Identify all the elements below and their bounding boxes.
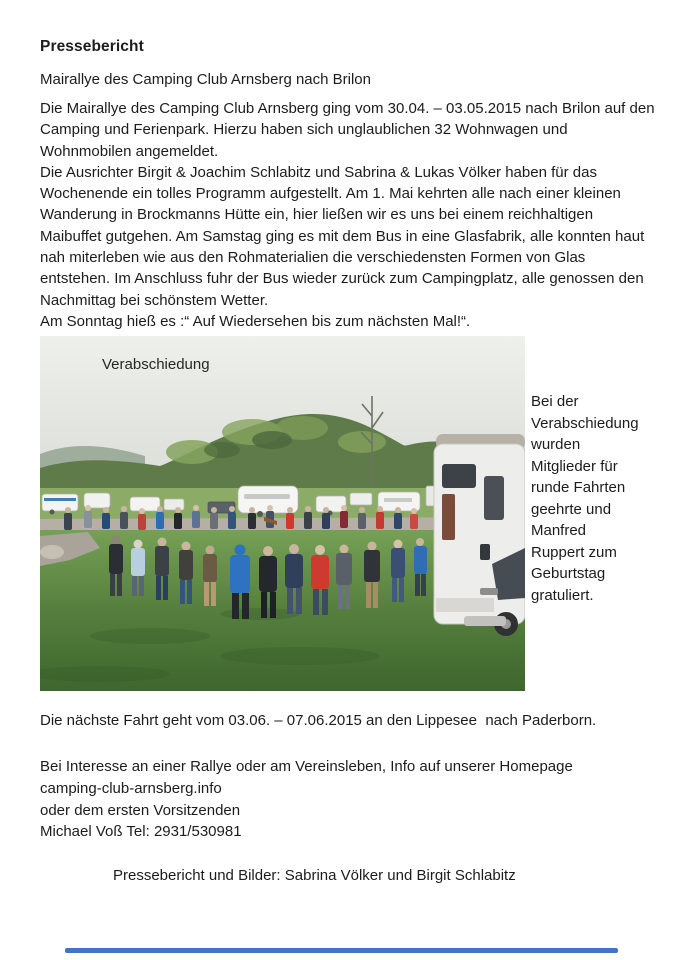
side-note-line: Bei der — [531, 393, 579, 410]
contact-line: Bei Interesse an einer Rallye oder am Vereinsleben, Info auf unserer Homepage — [40, 758, 573, 775]
credit-line: Pressebericht und Bilder: Sabrina Völker und Birgit Schlabitz — [113, 867, 516, 884]
contact-info — [40, 756, 660, 843]
body-line: Wochenende ein tolles Programm aufgestellt. Am 1. Mai kehrten alle nach einer kleinen — [40, 185, 621, 203]
body-line: entstehen. Im Anschluss fuhr der Bus wieder zurück zum Campingplatz, alle genossen den — [40, 270, 644, 288]
body-line: Die Ausrichter Birgit & Joachim Schlabitz und Sabrina & Lukas Völker haben für das — [40, 163, 597, 181]
side-note-line: gratuliert. — [531, 586, 594, 604]
body-line: Die Mairallye des Camping Club Arnsberg ging vom 30.04. – 03.05.2015 nach Brilon auf den — [40, 100, 655, 117]
side-note-line: Manfred — [531, 522, 587, 539]
contact-line: oder dem ersten Vorsitzenden — [40, 801, 241, 819]
photo-caption: Verabschiedung — [102, 356, 210, 373]
side-note-line: wurden — [531, 436, 581, 453]
body-line: Wanderung in Brockmanns Hütte ein, hier ließen wir es uns bei einem reichhaltigen — [40, 206, 594, 224]
photo-motorhome — [434, 434, 525, 636]
side-note-line: Geburtstag — [531, 565, 606, 582]
article-body — [40, 98, 655, 332]
body-line: Wohnmobilen angemeldet. — [40, 142, 219, 160]
horizontal-scrollbar[interactable] — [65, 948, 618, 953]
side-note-line: runde Fahrten — [531, 479, 626, 496]
photo-side-note — [531, 391, 666, 606]
side-note-line: geehrte und — [531, 500, 612, 518]
body-line: nah miterleben wie aus den Rohmaterialien die verschiedensten Formen von Glas — [40, 249, 586, 267]
homepage-url: camping-club-arnsberg.info — [40, 779, 222, 797]
photo-stone — [40, 545, 64, 559]
doc-subtitle: Mairallye des Camping Club Arnsberg nach Brilon — [40, 71, 371, 88]
page-title: Pressebericht — [40, 38, 144, 55]
body-line: Camping und Ferienpark. Hierzu haben sich unglaublichen 32 Wohnwagen und — [40, 121, 568, 139]
side-note-line: Mitglieder für — [531, 457, 618, 475]
contact-phone: Michael Voß Tel: 2931/530981 — [40, 823, 242, 841]
body-line: Nachmittag bei schönstem Wetter. — [40, 291, 269, 309]
photo-image — [40, 336, 525, 691]
side-note-line: Ruppert zum — [531, 543, 617, 561]
farewell-photo — [40, 336, 525, 691]
body-line: Am Sonntag hieß es :“ Auf Wiedersehen bis zum nächsten Mal!“. — [40, 312, 471, 330]
side-note-line: Verabschiedung — [531, 414, 639, 432]
body-line: Maibuffet gutgehen. Am Samstag ging es mit dem Bus in eine Glasfabrik, alle konnten haut — [40, 227, 645, 245]
next-trip-text: Die nächste Fahrt geht vom 03.06. – 07.06.2015 an den Lippesee nach Paderborn. — [40, 712, 597, 729]
